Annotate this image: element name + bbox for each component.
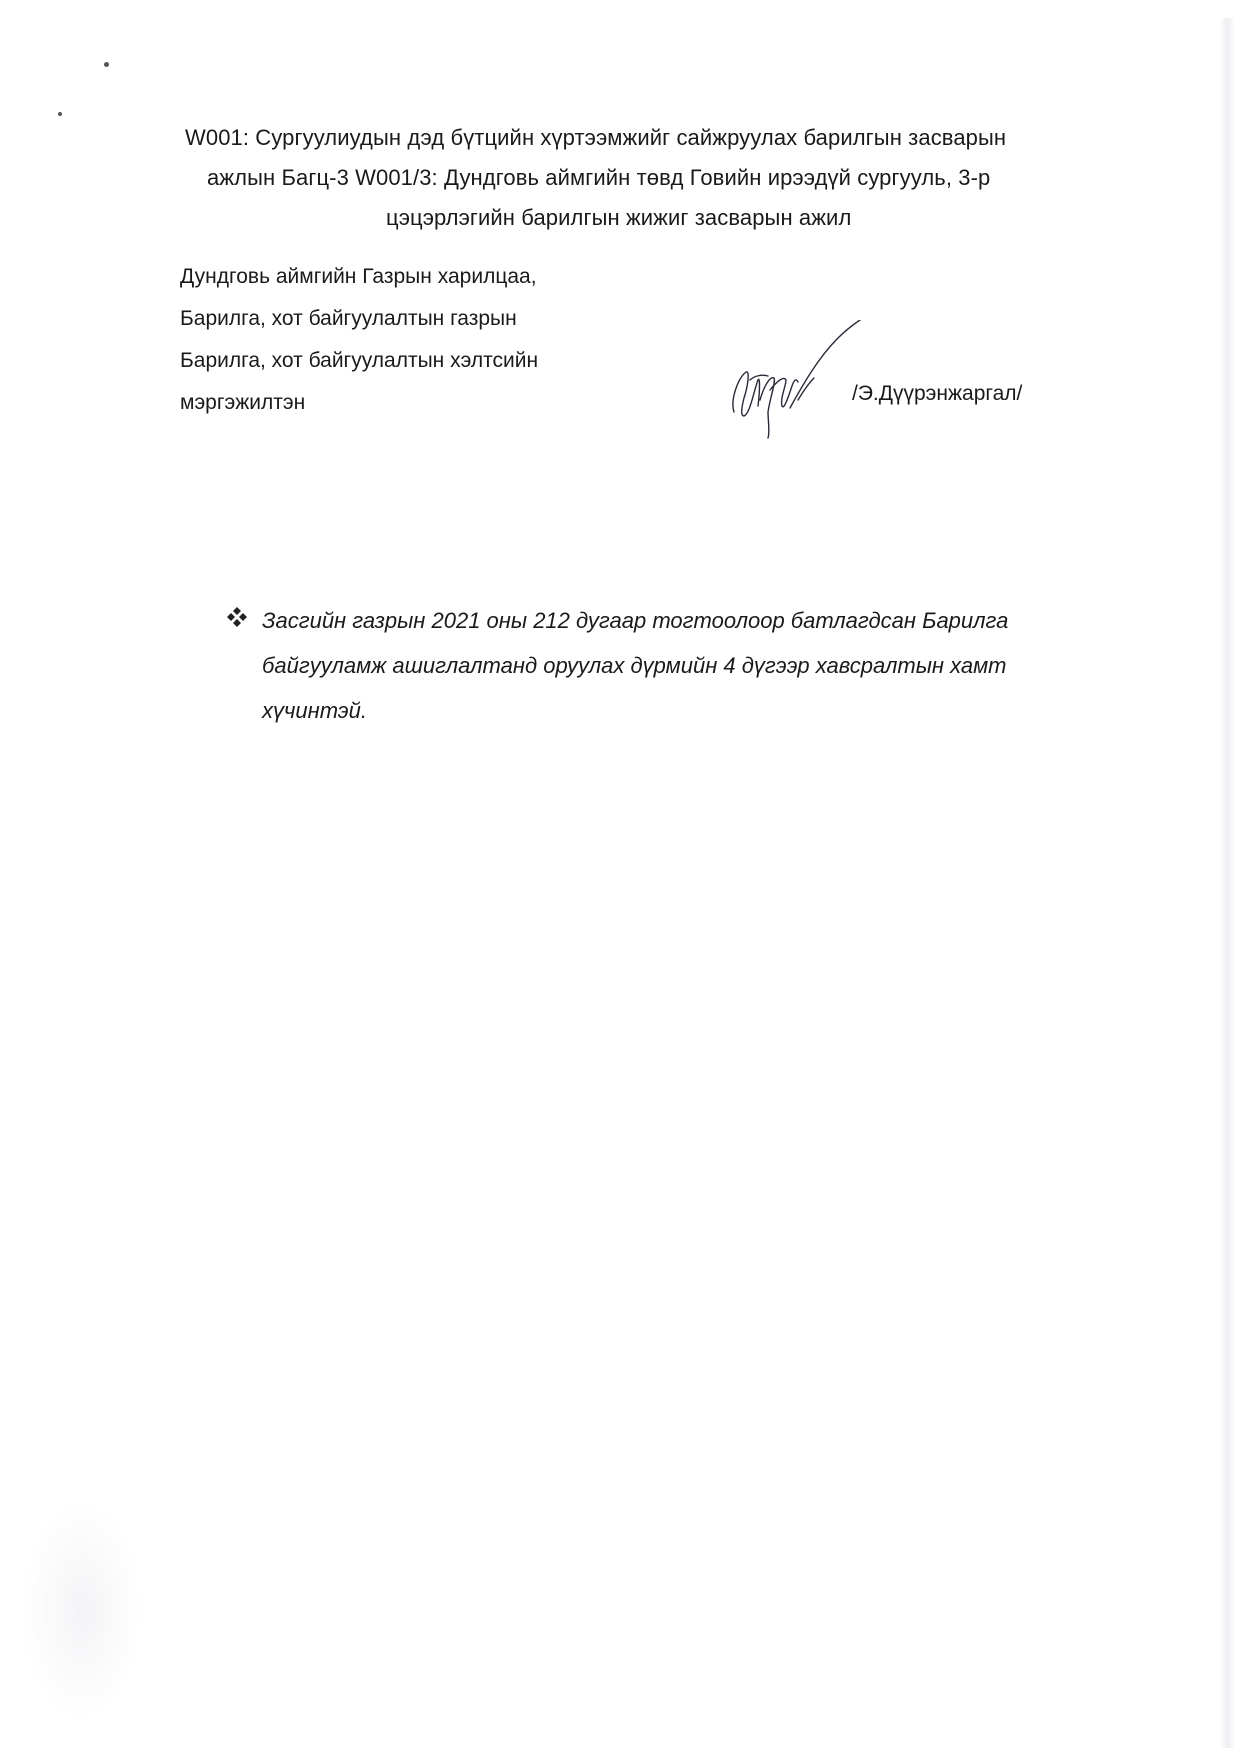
signatory-line: Дундговь аймгийн Газрын харилцаа, xyxy=(180,265,537,288)
title-line: ажлын Багц-3 W001/3: Дундговь аймгийн төвд Говийн ирээдүй сургууль, 3-р xyxy=(207,165,991,190)
scan-edge-shadow xyxy=(1220,18,1234,1748)
scan-smudge xyxy=(22,1500,142,1720)
title-line: цэцэрлэгийн барилгын жижиг засварын ажил xyxy=(386,205,852,230)
validity-note xyxy=(226,598,1126,733)
note-line: Засгийн газрын 2021 оны 212 дугаар тогтоолоор батлагдсан Барилга xyxy=(262,608,1009,633)
title-line: W001: Сургуулиудын дэд бүтцийн хүртээмжийг сайжруулах барилгын засварын xyxy=(185,125,1007,150)
note-text xyxy=(262,598,1126,733)
scan-speck xyxy=(58,112,62,116)
signatory-line: Барилга, хот байгуулалтын хэлтсийн xyxy=(180,349,539,372)
document-title xyxy=(160,118,1120,238)
handwritten-signature xyxy=(720,320,870,440)
signatory-block xyxy=(180,256,720,424)
signatory-line: Барилга, хот байгуулалтын газрын xyxy=(180,307,517,330)
four-diamond-bullet-icon xyxy=(226,606,248,628)
note-line: байгууламж ашиглалтанд оруулах дүрмийн 4 дүгээр хавсралтын хамт xyxy=(262,653,1007,678)
signatory-line: мэргэжилтэн xyxy=(180,391,306,414)
scan-speck xyxy=(104,62,109,67)
signer-name: /Э.Дүүрэнжаргал/ xyxy=(852,382,1023,405)
note-line: хүчинтэй. xyxy=(262,698,367,723)
